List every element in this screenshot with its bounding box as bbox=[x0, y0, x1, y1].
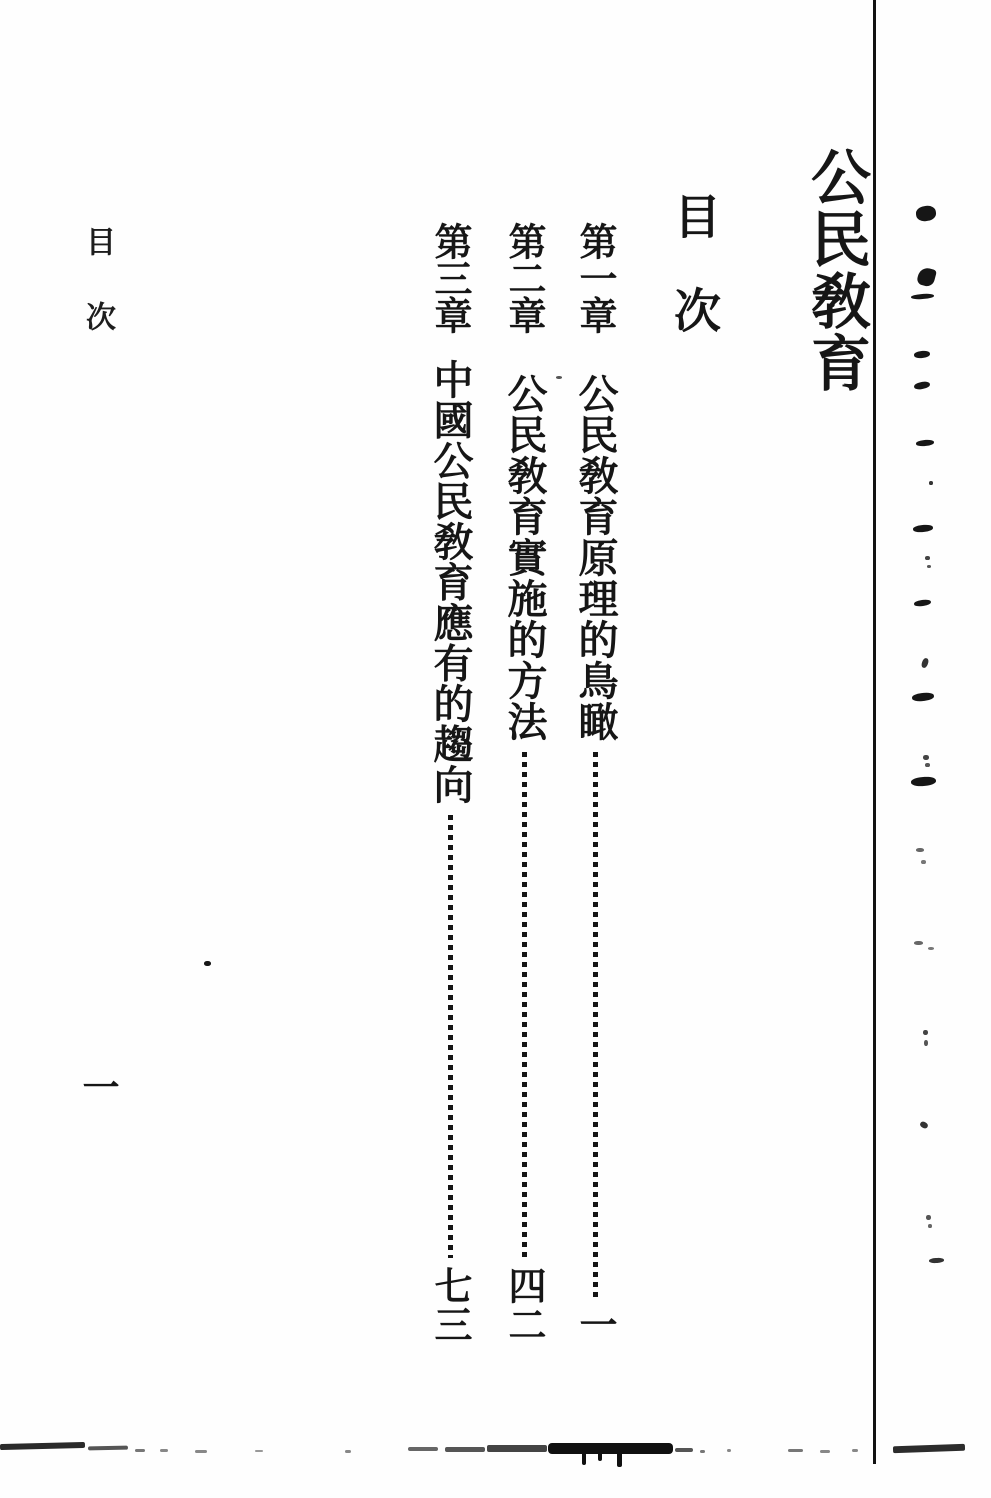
ink-mark bbox=[912, 692, 935, 702]
ink-mark bbox=[920, 657, 929, 668]
toc-entry-chapter-3 bbox=[422, 222, 478, 1344]
smudge-segment bbox=[820, 1450, 830, 1453]
ink-mark bbox=[928, 947, 934, 950]
smudge-segment bbox=[0, 1442, 85, 1450]
ink-mark bbox=[911, 776, 937, 787]
smudge-segment bbox=[135, 1449, 145, 1452]
dot-leader bbox=[448, 815, 453, 1259]
chapter-page-number: 一 bbox=[573, 1305, 618, 1344]
smudge-drip bbox=[582, 1452, 586, 1465]
ink-mark bbox=[556, 376, 562, 379]
ink-mark bbox=[925, 763, 930, 767]
ink-mark bbox=[919, 1120, 929, 1129]
smudge-segment bbox=[727, 1449, 731, 1452]
smudge-segment bbox=[548, 1443, 673, 1454]
smudge-segment bbox=[445, 1447, 485, 1452]
ink-mark bbox=[921, 860, 926, 864]
smudge-segment bbox=[675, 1448, 693, 1452]
smudge-segment bbox=[408, 1447, 438, 1451]
ink-mark bbox=[915, 205, 937, 223]
smudge-segment bbox=[700, 1450, 705, 1453]
smudge-segment bbox=[160, 1449, 168, 1452]
toc-entry-chapter-1 bbox=[567, 222, 623, 1344]
ink-mark bbox=[914, 941, 923, 945]
smudge-segment bbox=[195, 1450, 207, 1453]
margin-running-header: 目次 bbox=[80, 226, 115, 376]
ink-mark bbox=[916, 439, 934, 447]
chapter-page-number: 四二 bbox=[502, 1266, 547, 1344]
ink-mark bbox=[916, 266, 937, 288]
smudge-segment bbox=[345, 1450, 351, 1453]
ink-mark bbox=[927, 565, 931, 568]
ink-mark bbox=[913, 524, 934, 533]
ink-mark bbox=[204, 961, 211, 966]
smudge-segment bbox=[852, 1449, 858, 1452]
chapter-number: 第二章 bbox=[502, 222, 547, 333]
smudge-drip bbox=[598, 1452, 602, 1461]
ink-mark bbox=[923, 1030, 928, 1035]
ink-mark bbox=[929, 1258, 944, 1264]
chapter-page-number: 七三 bbox=[428, 1266, 473, 1344]
chapter-title: 公民敎育原理的鳥瞰 bbox=[572, 373, 619, 742]
toc-heading: 目次 bbox=[666, 192, 721, 380]
vertical-rule bbox=[873, 0, 876, 1464]
ink-mark bbox=[926, 1215, 931, 1220]
toc-entry-chapter-2 bbox=[496, 222, 552, 1344]
ink-mark bbox=[924, 1040, 928, 1046]
smudge-segment bbox=[487, 1445, 547, 1452]
ink-mark bbox=[914, 350, 931, 359]
page-title: 公民敎育 bbox=[801, 146, 871, 394]
ink-mark bbox=[923, 755, 929, 760]
ink-mark bbox=[914, 381, 931, 391]
chapter-number: 第三章 bbox=[428, 222, 473, 333]
chapter-title: 中國公民敎育應有的趨向 bbox=[427, 359, 474, 805]
chapter-number: 第一章 bbox=[573, 222, 618, 333]
smudge-drip bbox=[617, 1452, 622, 1467]
smudge-segment bbox=[255, 1450, 263, 1452]
ink-mark bbox=[928, 1224, 932, 1228]
ink-mark bbox=[911, 293, 934, 300]
smudge-segment bbox=[893, 1444, 965, 1454]
dot-leader bbox=[522, 752, 527, 1258]
ink-mark bbox=[916, 848, 924, 852]
chapter-title: 公民敎育實施的方法 bbox=[501, 373, 548, 742]
ink-mark bbox=[925, 556, 930, 560]
smudge-segment bbox=[788, 1449, 803, 1452]
dot-leader bbox=[593, 752, 598, 1297]
smudge-segment bbox=[88, 1446, 128, 1451]
folio-page-number: 一 bbox=[76, 1068, 120, 1105]
ink-mark bbox=[929, 481, 933, 485]
ink-mark bbox=[914, 599, 932, 607]
